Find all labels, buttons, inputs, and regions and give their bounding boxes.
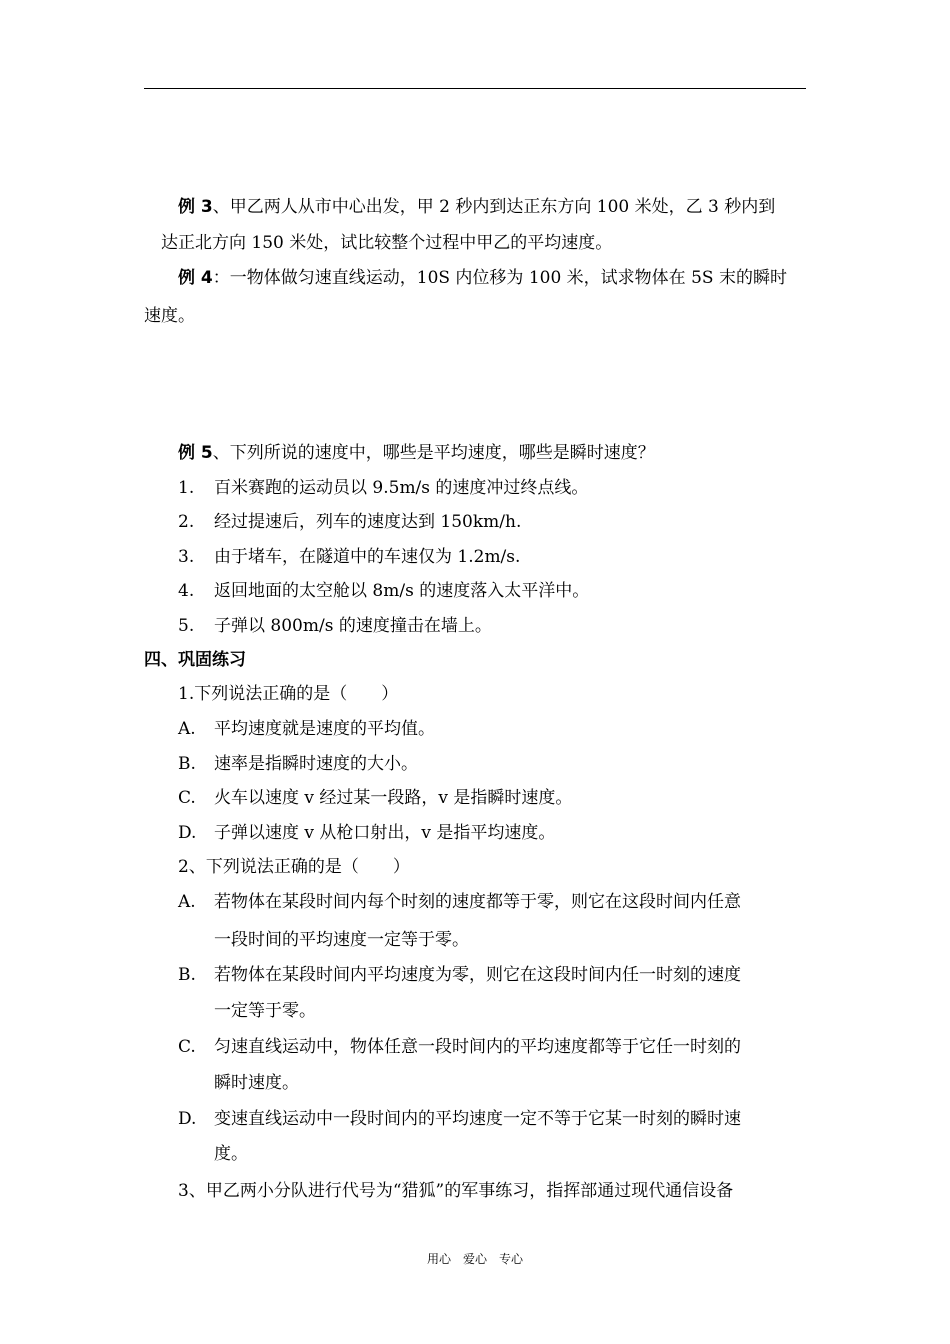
option-letter: C. bbox=[178, 788, 196, 808]
option-text: 若物体在某段时间内每个时刻的速度都等于零，则它在这段时间内任意 bbox=[214, 892, 741, 912]
example4-line2: 速度。 bbox=[144, 306, 195, 326]
item-number: 5. bbox=[178, 616, 195, 636]
page-footer: 用心 爱心 专心 bbox=[426, 1252, 523, 1266]
option-text: 速率是指瞬时速度的大小。 bbox=[214, 754, 418, 774]
item-number: 3. bbox=[178, 547, 195, 567]
example4-text1: ：一物体做匀速直线运动，10S 内位移为 100 米，试求物体在 5S 末的瞬时 bbox=[212, 268, 787, 288]
item-text: 返回地面的太空舱以 8m/s 的速度落入太平洋中。 bbox=[214, 581, 590, 601]
item-text: 子弹以 800m/s 的速度撞击在墙上。 bbox=[214, 616, 492, 636]
option-letter: A. bbox=[178, 719, 196, 739]
q1-option-a bbox=[178, 718, 435, 740]
example4-line1 bbox=[178, 267, 787, 289]
example5-item-4 bbox=[178, 580, 589, 602]
example3-line1 bbox=[178, 196, 775, 218]
example3-line2: 达正北方向 150 米处，试比较整个过程中甲乙的平均速度。 bbox=[161, 233, 613, 253]
example5-item-2 bbox=[178, 511, 521, 533]
item-text: 百米赛跑的运动员以 9.5m/s 的速度冲过终点线。 bbox=[214, 478, 589, 498]
example3-label: 例 3 bbox=[178, 197, 213, 217]
option-letter: B. bbox=[178, 754, 196, 774]
q1-option-b bbox=[178, 753, 418, 775]
option-text: 子弹以速度 v 从枪口射出，v 是指平均速度。 bbox=[214, 823, 556, 843]
q2-option-a-cont: 一段时间的平均速度一定等于零。 bbox=[214, 930, 469, 950]
q2-option-c bbox=[178, 1036, 741, 1058]
question-1-stem: 1.下列说法正确的是（ ） bbox=[178, 684, 399, 704]
option-letter: D. bbox=[178, 823, 197, 843]
option-letter: A. bbox=[178, 892, 196, 912]
option-letter: D. bbox=[178, 1109, 197, 1129]
example5-label: 例 5 bbox=[178, 443, 213, 463]
item-text: 由于堵车，在隧道中的车速仅为 1.2m/s. bbox=[214, 547, 521, 567]
item-number: 2. bbox=[178, 512, 195, 532]
question-2-stem: 2、下列说法正确的是（ ） bbox=[178, 857, 410, 877]
question-3-stem: 3、甲乙两小分队进行代号为“猎狐”的军事练习，指挥部通过现代通信设备 bbox=[178, 1181, 734, 1201]
item-number: 1. bbox=[178, 478, 195, 498]
q2-option-d bbox=[178, 1108, 741, 1130]
q2-option-c-cont: 瞬时速度。 bbox=[214, 1073, 299, 1093]
option-text: 若物体在某段时间内平均速度为零，则它在这段时间内任一时刻的速度 bbox=[214, 965, 741, 985]
q2-option-b bbox=[178, 964, 741, 986]
example4-label: 例 4 bbox=[178, 268, 213, 288]
example5-item-1 bbox=[178, 477, 588, 499]
option-letter: C. bbox=[178, 1037, 196, 1057]
example5-question bbox=[178, 442, 655, 464]
option-text: 匀速直线运动中，物体任意一段时间内的平均速度都等于它任一时刻的 bbox=[214, 1037, 741, 1057]
q1-option-d bbox=[178, 822, 555, 844]
q2-option-d-cont: 度。 bbox=[214, 1144, 248, 1164]
item-number: 4. bbox=[178, 581, 195, 601]
q2-option-b-cont: 一定等于零。 bbox=[214, 1001, 316, 1021]
option-text: 变速直线运动中一段时间内的平均速度一定不等于它某一时刻的瞬时速 bbox=[214, 1109, 741, 1129]
example5-text: 、下列所说的速度中，哪些是平均速度，哪些是瞬时速度？ bbox=[212, 443, 655, 463]
option-text: 火车以速度 v 经过某一段路，v 是指瞬时速度。 bbox=[214, 788, 573, 808]
header-rule bbox=[144, 88, 806, 89]
q2-option-a bbox=[178, 891, 741, 913]
option-text: 平均速度就是速度的平均值。 bbox=[214, 719, 435, 739]
example5-item-3 bbox=[178, 546, 520, 568]
section-heading: 四、巩固练习 bbox=[144, 650, 246, 670]
option-letter: B. bbox=[178, 965, 196, 985]
item-text: 经过提速后，列车的速度达到 150km/h. bbox=[214, 512, 522, 532]
example3-text1: 、甲乙两人从市中心出发，甲 2 秒内到达正东方向 100 米处，乙 3 秒内到 bbox=[212, 197, 776, 217]
q1-option-c bbox=[178, 787, 572, 809]
example5-item-5 bbox=[178, 615, 492, 637]
